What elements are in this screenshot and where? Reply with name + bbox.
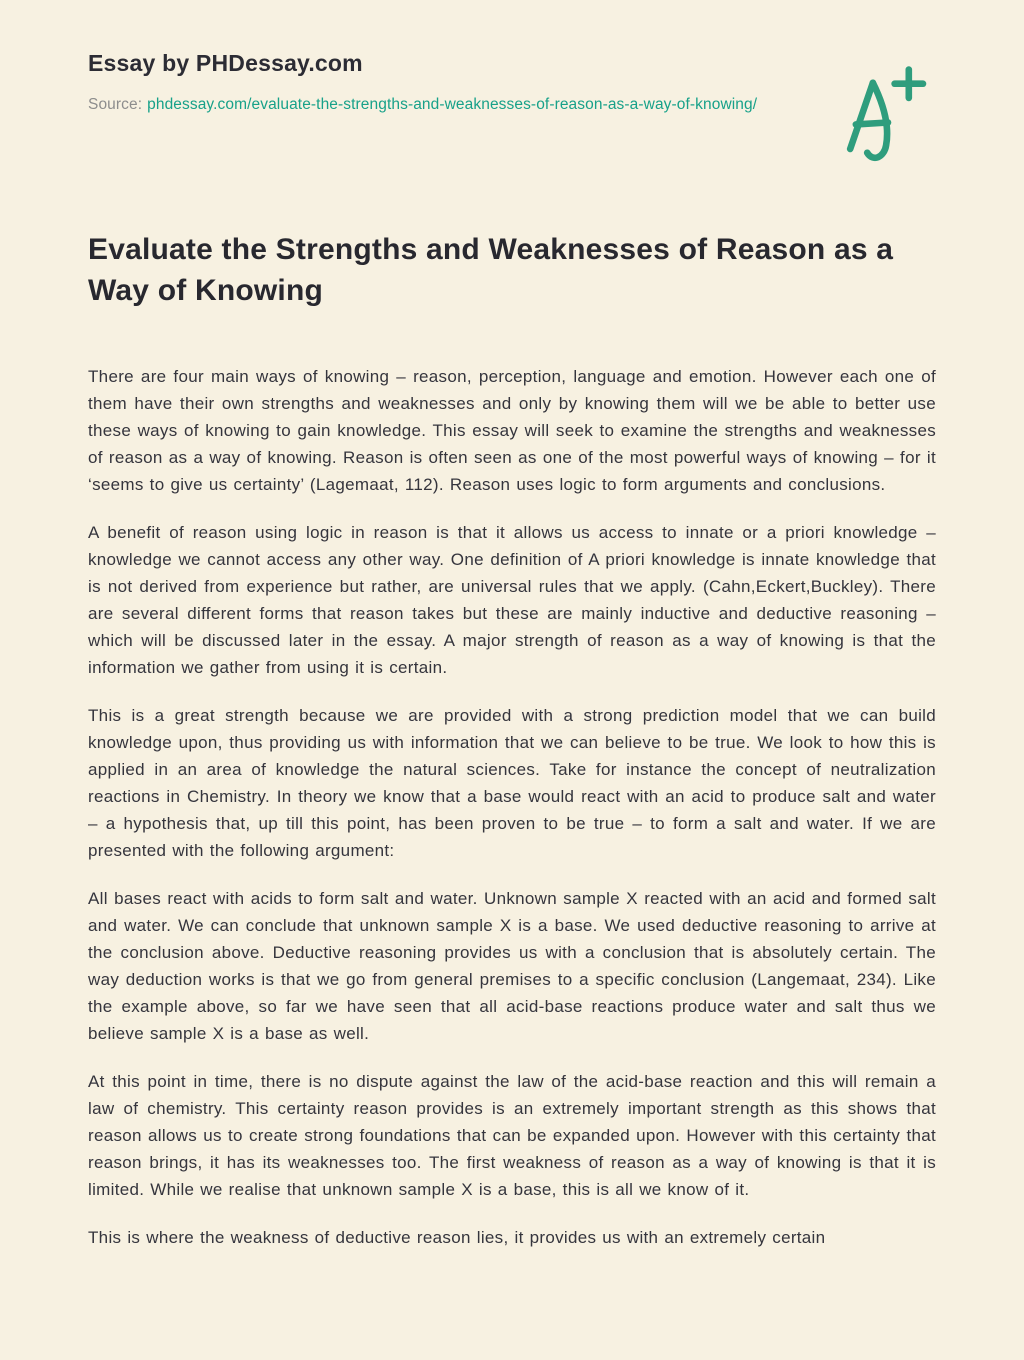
essay-paragraph: This is a great strength because we are provided with a strong prediction model that we can build knowledge upon, thus providing us with information that we can believe to be true. We look to how this is applied in an area of knowledge the natural sciences. Take for instance the concept of neutralization reactions in Chemistry. In theory we know that a base would react with an acid to produce salt and water – a hypothesis that, up till this point, has been proven to be true – to form a salt and water. If we are presented with the following argument: xyxy=(88,706,936,860)
article-title: Evaluate the Strengths and Weaknesses of Reason as a Way of Knowing xyxy=(88,233,894,307)
brand-title: Essay by PHDessay.com xyxy=(88,50,363,76)
phdessay-logo xyxy=(840,62,936,166)
essay-paragraph: This is where the weakness of deductive reason lies, it provides us with an extremely certain xyxy=(88,1228,826,1247)
page-header xyxy=(88,50,936,166)
logo-a-crossbar xyxy=(856,123,888,125)
source-link[interactable]: phdessay.com/evaluate-the-strengths-and-weaknesses-of-reason-as-a-way-of-knowing/ xyxy=(147,96,758,113)
logo-a-left-stroke xyxy=(850,83,873,149)
source-line xyxy=(88,93,757,116)
source-label: Source: xyxy=(88,96,143,113)
article-body xyxy=(88,363,936,1251)
essay-paragraph: All bases react with acids to form salt and water. Unknown sample X reacted with an acid and formed salt and water. We can conclude that unknown sample X is a base. We used deductive reasoning to arrive at the conclusion above. Deductive reasoning provides us with a conclusion that is absolutely certain. The way deduction works is that we go from general premises to a specific conclusion (Langemaat, 234). Like the example above, so far we have seen that all acid-base reactions produce water and salt thus we believe sample X is a base as well. xyxy=(88,889,936,1043)
essay-paragraph: A benefit of reason using logic in reason is that it allows us access to innate or a priori knowledge – knowledge we cannot access any other way. One definition of A priori knowledge is innate knowledge that is not derived from experience but rather, are universal rules that we apply. (Cahn,Eckert,Buckley). There are several different forms that reason takes but these are mainly inductive and deductive reasoning – which will be discussed later in the essay. A major strength of reason as a way of knowing is that the information we gather from using it is certain. xyxy=(88,523,936,677)
essay-paragraph: There are four main ways of knowing – reason, perception, language and emotion. However each one of them have their own strengths and weaknesses and only by knowing them will we be able to better use these ways of knowing to gain knowledge. This essay will seek to examine the strengths and weaknesses of reason as a way of knowing. Reason is often seen as one of the most powerful ways of knowing – for it ‘seems to give us certainty’ (Lagemaat, 112). Reason uses logic to form arguments and conclusions. xyxy=(88,367,936,494)
a-plus-logo-icon xyxy=(840,62,936,166)
header-text-block xyxy=(88,50,757,116)
essay-paragraph: At this point in time, there is no dispute against the law of the acid-base reaction and this will remain a law of chemistry. This certainty reason provides is an extremely important strength as this shows that reason allows us to create strong foundations that can be expanded upon. However with this certainty that reason brings, it has its weaknesses too. The first weakness of reason as a way of knowing is that it is limited. While we realise that unknown sample X is a base, this is all we know of it. xyxy=(88,1072,936,1199)
